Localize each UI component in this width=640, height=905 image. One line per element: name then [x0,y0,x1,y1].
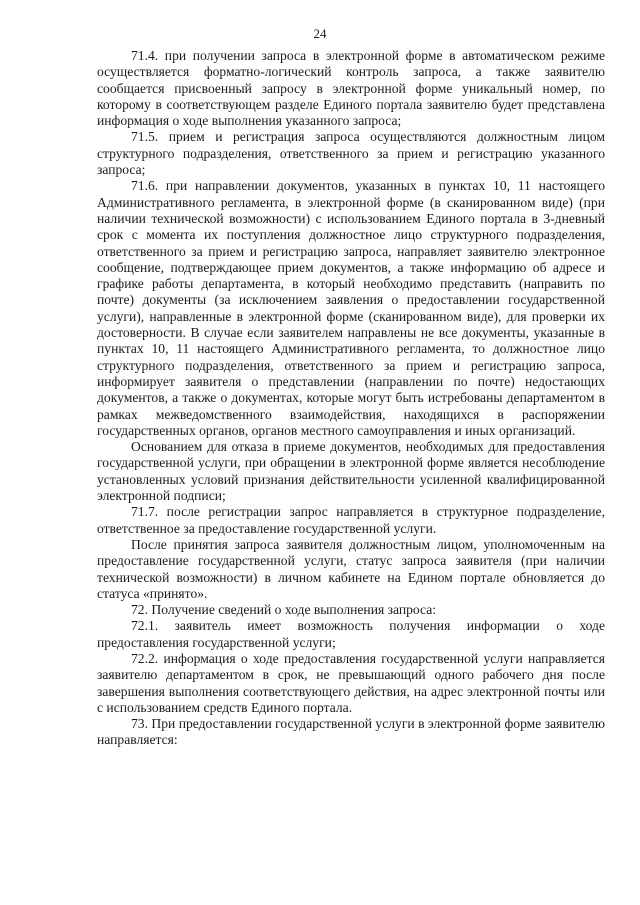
paragraph-72: 72. Получение сведений о ходе выполнения запроса: [131,602,437,618]
paragraph-71-4: 71.4. при получении запроса в электронной форме в автоматическом режиме осуществляется форматно-логический контроль запроса, а также заявителю сообщается присвоенный запросу в электронной форме уникальный номер, по которому в соответствующем разделе Единого портала заявителю будет представлена информация о ходе выполнения указанного запроса; [97,48,605,129]
paragraph-71-7: 71.7. после регистрации запрос направляется в структурное подразделение, ответственное за предоставление государственной услуги. [97,504,605,536]
paragraph-71-6: 71.6. при направлении документов, указанных в пунктах 10, 11 настоящего Административного регламента, в электронной форме (в сканированном виде) (при наличии технической возможности) с использованием Единого портала в 3-дневный срок с момента их поступления должностное лицо структурного подразделения, ответственного за прием и регистрацию запроса, направляет заявителю электронное сообщение, подтверждающее прием документов, а также информацию об адресе и графике работы департамента, в который необходимо представить (направить по почте) документы (за исключением заявления о предоставлении государственной услуги), направленные в электронной форме (сканированном виде), для проверки их достоверности. В случае если заявителем направлены не все документы, указанные в пунктах 10, 11 настоящего Административного регламента, то должностное лицо структурного подразделения, ответственного за прием и регистрацию запроса, информирует заявителя о представлении (направлении по почте) недостающих документов, а также о документах, которые могут быть истребованы департаментом в рамках межведомственного взаимодействия, находящихся в распоряжении государственных органов, органов местного самоуправления и иных организаций. [97,178,605,438]
paragraph-72-2: 72.2. информация о ходе предоставления государственной услуги направляется заявителю департаментом в срок, не превышающий одного рабочего дня после завершения выполнения соответствующего действия, на адрес электронной почты или с использованием средств Единого портала. [97,650,605,715]
paragraph-73: 73. При предоставлении государственной услуги в электронной форме заявителю направляется: [97,716,605,748]
page-number: 24 [313,26,327,41]
paragraph-refusal-grounds: Основанием для отказа в приеме документов, необходимых для предоставления государственной услуги, при обращении в электронной форме является несоблюдение установленных условий признания действительности усиленной квалифицированной электронной подписи; [97,439,605,504]
document-body [97,48,605,749]
paragraph-status-update: После принятия запроса заявителя должностным лицом, уполномоченным на предоставление государственной услуги, статус запроса заявителя (при наличии технической возможности) в личном кабинете на Едином портале обновляется до статуса «принято». [97,536,605,601]
paragraph-72-1: 72.1. заявитель имеет возможность получения информации о ходе предоставления государственной услуги; [97,618,605,650]
paragraph-71-5: 71.5. прием и регистрация запроса осуществляются должностным лицом структурного подразделения, ответственного за прием и регистрацию указанного запроса; [97,129,605,178]
